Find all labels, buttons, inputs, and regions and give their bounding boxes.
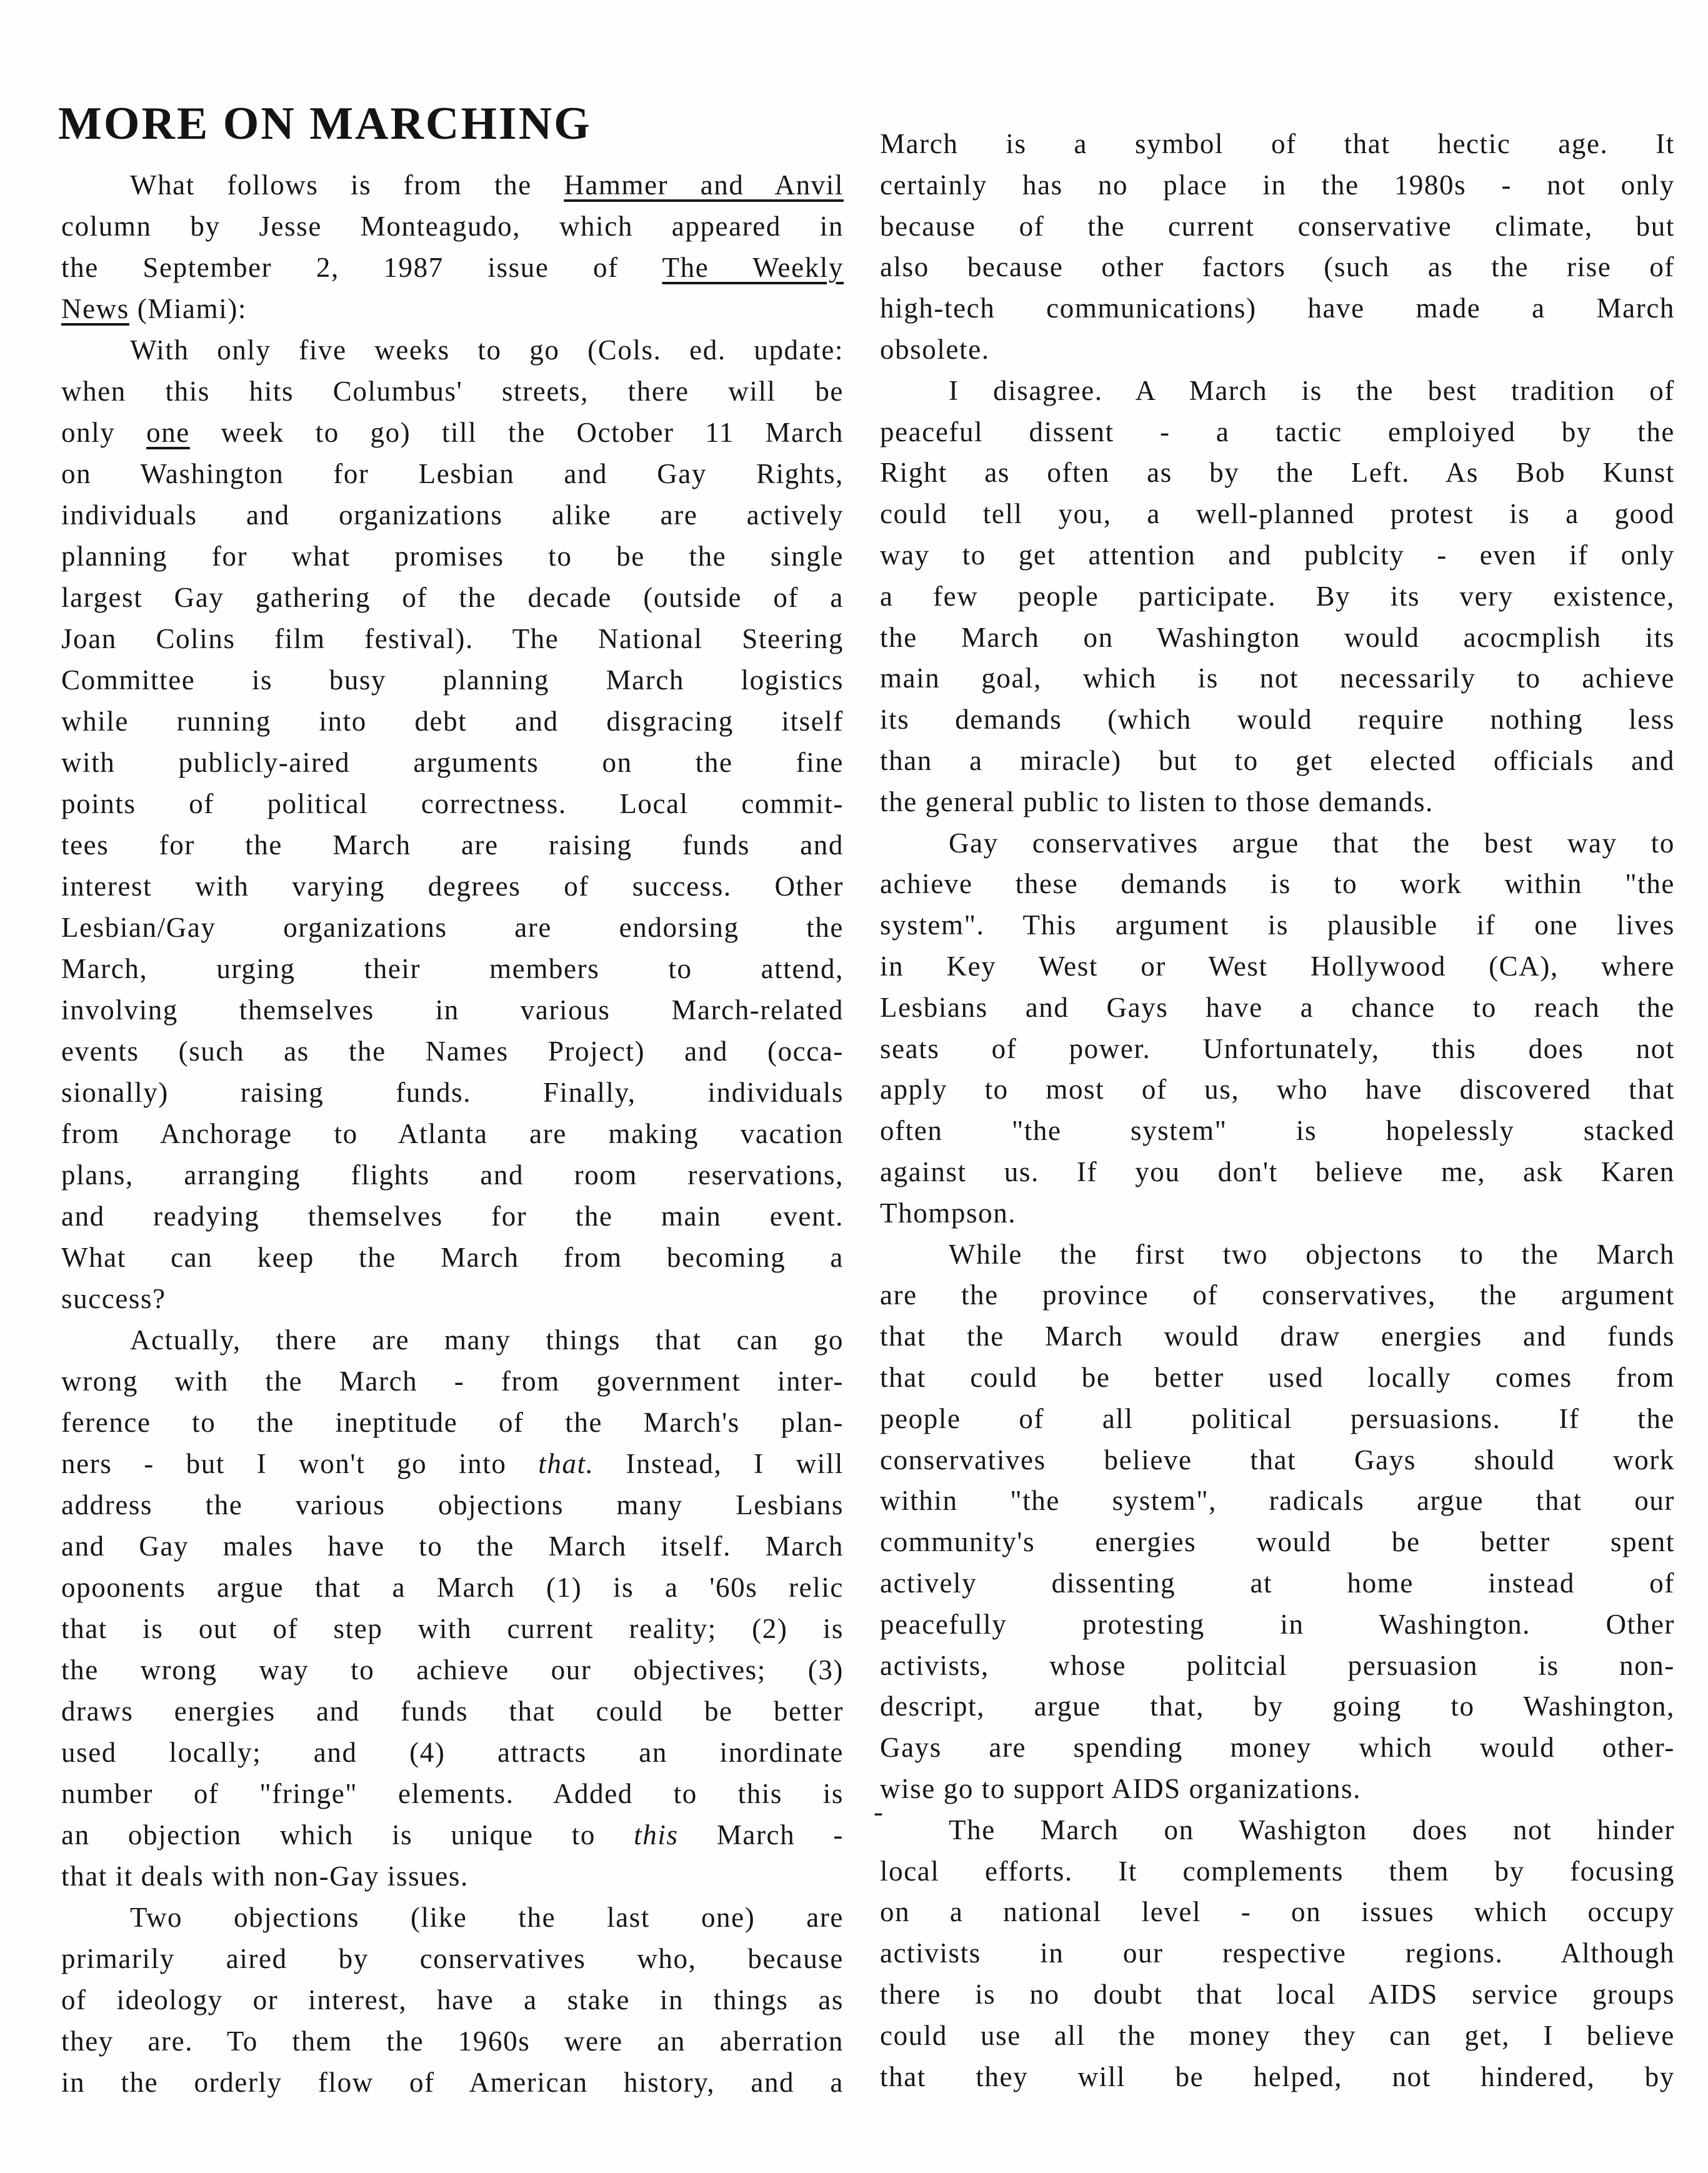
text-segment: high-tech communications) have made a March <box>880 292 1675 324</box>
text-line <box>61 247 844 288</box>
text-line <box>61 371 844 412</box>
text-line <box>61 577 844 618</box>
text-segment: largest Gay gathering of the decade (outside of a <box>61 582 844 613</box>
underlined-title: The Weekly <box>662 252 844 283</box>
text-segment: that they will be helped, not hindered, by <box>880 2061 1675 2092</box>
text-segment: wise go to support AIDS organizations. <box>880 1773 1361 1804</box>
text-line <box>61 2062 844 2103</box>
italic-emphasis: this <box>634 1819 679 1851</box>
text-line <box>61 1361 844 1402</box>
text-line <box>61 1526 844 1567</box>
text-line <box>880 1809 1675 1851</box>
text-segment: column by Jesse Monteagudo, which appeared in <box>61 211 844 242</box>
text-segment: Two objections (like the last one) are <box>130 1902 844 1933</box>
text-segment: the March on Washington would acocmplish its <box>880 621 1675 653</box>
margin-dash-mark: - <box>874 1796 883 1827</box>
text-segment: a few people participate. By its very existence, <box>880 580 1675 612</box>
text-segment: while running into debt and disgracing itself <box>61 706 844 737</box>
text-line <box>61 1897 844 1938</box>
text-segment: planning for what promises to be the single <box>61 541 844 572</box>
text-line <box>61 1154 844 1196</box>
text-line <box>880 1234 1675 1275</box>
text-line <box>61 1608 844 1649</box>
text-segment: used locally; and (4) attracts an inordinate <box>61 1737 844 1768</box>
text-line <box>880 493 1675 534</box>
text-segment: Lesbian/Gay organizations are endorsing the <box>61 912 844 943</box>
text-segment: the wrong way to achieve our objectives; (3) <box>61 1654 844 1686</box>
text-segment: that it deals with non-Gay issues. <box>61 1861 469 1892</box>
text-line <box>61 701 844 742</box>
text-segment: primarily aired by conservatives who, because <box>61 1943 844 1974</box>
text-line <box>880 164 1675 206</box>
text-line <box>880 411 1675 452</box>
text-segment: peacefully protesting in Washington. Other <box>880 1608 1675 1640</box>
text-line <box>61 1196 844 1237</box>
text-line <box>61 1402 844 1443</box>
text-line <box>880 370 1675 411</box>
text-segment: that could be better used locally comes from <box>880 1362 1675 1393</box>
text-line <box>880 904 1675 946</box>
text-line <box>880 1974 1675 2015</box>
text-segment: number of "fringe" elements. Added to this is <box>61 1778 844 1809</box>
text-line <box>880 781 1675 822</box>
text-line <box>880 1274 1675 1316</box>
text-line <box>880 2015 1675 2056</box>
text-line <box>61 453 844 494</box>
text-segment: The March on Washigton does not hinder <box>949 1814 1675 1846</box>
text-segment: actively dissenting at home instead of <box>880 1567 1675 1599</box>
text-line <box>61 1319 844 1361</box>
text-line <box>61 1938 844 1979</box>
text-line <box>880 1727 1675 1768</box>
text-segment: apply to most of us, who have discovered that <box>880 1074 1675 1106</box>
text-segment: Joan Colins film festival). The National Steering <box>61 623 844 654</box>
text-line <box>61 206 844 247</box>
text-line <box>880 1316 1675 1357</box>
text-line <box>880 1851 1675 1892</box>
text-line <box>61 1814 844 1856</box>
text-line <box>61 1443 844 1484</box>
text-line <box>880 617 1675 658</box>
text-line <box>880 1398 1675 1439</box>
text-line <box>880 946 1675 987</box>
text-segment: system". This argument is plausible if one lives <box>880 909 1675 941</box>
text-line <box>61 948 844 989</box>
text-segment: tees for the March are raising funds and <box>61 829 844 861</box>
italic-emphasis: that. <box>538 1448 594 1479</box>
text-segment: against us. If you don't believe me, ask Karen <box>880 1156 1675 1187</box>
text-segment: on Washington for Lesbian and Gay Rights, <box>61 458 844 489</box>
text-segment: March - <box>678 1819 844 1851</box>
text-segment: could tell you, a well-planned protest is a good <box>880 498 1675 530</box>
text-line <box>880 452 1675 493</box>
text-line <box>61 1237 844 1278</box>
text-line <box>880 206 1675 247</box>
text-segment: Right as often as by the Left. As Bob Kunst <box>880 457 1675 489</box>
text-segment: of ideology or interest, have a stake in things as <box>61 1984 844 2016</box>
text-line <box>61 866 844 907</box>
text-line <box>880 1028 1675 1069</box>
text-segment: What follows is from the <box>130 169 564 201</box>
text-segment: main goal, which is not necessarily to achieve <box>880 662 1675 694</box>
text-segment: community's energies would be better spent <box>880 1526 1675 1558</box>
text-segment: interest with varying degrees of success. Other <box>61 871 844 902</box>
text-segment: peaceful dissent - a tactic emploiyed by the <box>880 416 1675 447</box>
text-line <box>61 1113 844 1154</box>
text-segment: activists, whose politcial persuasion is non- <box>880 1649 1675 1681</box>
text-line <box>61 824 844 866</box>
text-segment: success? <box>61 1283 166 1314</box>
text-segment: and readying themselves for the main event. <box>61 1201 844 1232</box>
text-line <box>61 329 844 371</box>
text-segment: that the March would draw energies and funds <box>880 1321 1675 1352</box>
text-segment: Lesbians and Gays have a chance to reach the <box>880 991 1675 1023</box>
text-line <box>61 288 844 329</box>
text-segment: Thompson. <box>880 1197 1017 1229</box>
text-segment: and Gay males have to the March itself. March <box>61 1531 844 1562</box>
text-line <box>61 989 844 1031</box>
text-segment: often "the system" is hopelessly stacked <box>880 1115 1675 1147</box>
text-segment: ference to the ineptitude of the March's plan- <box>61 1407 844 1438</box>
text-line <box>61 783 844 824</box>
text-segment: are the province of conservatives, the argument <box>880 1279 1675 1311</box>
text-segment: activists in our respective regions. Although <box>880 1937 1675 1969</box>
text-line <box>61 1856 844 1897</box>
text-line <box>880 1357 1675 1398</box>
text-line <box>61 1732 844 1773</box>
text-line <box>61 742 844 783</box>
text-line <box>880 2056 1675 2097</box>
text-line <box>61 618 844 659</box>
text-segment: with publicly-aired arguments on the fine <box>61 747 844 778</box>
text-line <box>61 907 844 948</box>
text-line <box>61 412 844 453</box>
text-segment: only <box>61 417 147 448</box>
text-line <box>61 659 844 701</box>
text-segment: within "the system", radicals argue that our <box>880 1485 1675 1517</box>
text-segment: week to go) till the October 11 March <box>189 417 844 448</box>
text-segment: What can keep the March from becoming a <box>61 1242 844 1273</box>
text-segment: certainly has no place in the 1980s - not only <box>880 169 1675 201</box>
text-segment: its demands (which would require nothing less <box>880 704 1675 736</box>
text-segment: wrong with the March - from government inter- <box>61 1366 844 1397</box>
text-segment: the general public to listen to those demands. <box>880 786 1434 817</box>
text-line <box>880 1192 1675 1234</box>
text-line <box>880 1562 1675 1604</box>
text-line <box>880 246 1675 287</box>
text-line <box>880 657 1675 699</box>
text-line <box>880 287 1675 329</box>
text-line <box>880 1686 1675 1727</box>
text-segment: an objection which is unique to <box>61 1819 634 1851</box>
text-line <box>61 494 844 536</box>
text-segment: Gays are spending money which would other- <box>880 1732 1675 1764</box>
text-line <box>880 1604 1675 1645</box>
text-segment: there is no doubt that local AIDS service groups <box>880 1979 1675 2010</box>
text-line <box>880 822 1675 864</box>
text-segment: obsolete. <box>880 334 990 365</box>
text-segment: involving themselves in various March-related <box>61 994 844 1026</box>
text-segment: local efforts. It complements them by focusing <box>880 1855 1675 1887</box>
text-segment: Instead, I will <box>594 1448 844 1479</box>
text-segment: seats of power. Unfortunately, this does not <box>880 1032 1675 1064</box>
text-line <box>880 1439 1675 1481</box>
text-line <box>61 2021 844 2062</box>
text-segment: Gay conservatives argue that the best way to <box>949 827 1675 859</box>
text-line <box>880 1768 1675 1809</box>
text-line <box>880 1521 1675 1562</box>
text-line <box>880 576 1675 617</box>
text-segment: sionally) raising funds. Finally, individuals <box>61 1077 844 1108</box>
text-line <box>61 1484 844 1526</box>
text-segment: March is a symbol of that hectic age. It <box>880 128 1675 159</box>
text-line <box>61 1278 844 1319</box>
text-segment: that is out of step with current reality; (2) is <box>61 1613 844 1644</box>
text-line <box>61 1649 844 1691</box>
text-segment: events (such as the Names Project) and (occa- <box>61 1036 844 1067</box>
text-segment: ners - but I won't go into <box>61 1448 539 1479</box>
text-segment: when this hits Columbus' streets, there will be <box>61 376 844 407</box>
text-segment: the September 2, 1987 issue of <box>61 252 662 283</box>
text-segment: conservatives believe that Gays should work <box>880 1444 1675 1476</box>
text-segment: With only five weeks to go (Cols. ed. update: <box>130 334 844 366</box>
text-line <box>61 1979 844 2021</box>
text-line <box>880 1645 1675 1686</box>
text-line <box>880 987 1675 1028</box>
text-line <box>61 1567 844 1608</box>
article-title: MORE ON MARCHING <box>58 98 592 149</box>
text-segment: could use all the money they can get, I believe <box>880 2019 1675 2051</box>
text-segment: While the first two objectons to the March <box>949 1238 1675 1270</box>
text-line <box>61 1072 844 1113</box>
text-line <box>61 164 844 206</box>
text-segment: (Miami): <box>129 293 247 324</box>
text-line <box>880 1932 1675 1974</box>
text-segment: on a national level - on issues which occupy <box>880 1896 1675 1928</box>
text-segment: people of all political persuasions. If the <box>880 1402 1675 1434</box>
text-line <box>61 1031 844 1072</box>
underlined-title: News <box>61 293 129 324</box>
text-segment: points of political correctness. Local commit- <box>61 788 844 819</box>
text-line <box>880 1110 1675 1151</box>
text-line <box>880 1069 1675 1110</box>
text-segment: they are. To them the 1960s were an aberration <box>61 2026 844 2057</box>
text-line <box>880 329 1675 370</box>
text-line <box>61 1691 844 1732</box>
text-line <box>880 863 1675 904</box>
text-segment: also because other factors (such as the rise of <box>880 251 1675 283</box>
text-line <box>880 740 1675 781</box>
text-segment: Actually, there are many things that can go <box>130 1324 844 1356</box>
text-segment: achieve these demands is to work within "the <box>880 868 1675 900</box>
text-line <box>61 1773 844 1814</box>
text-segment: draws energies and funds that could be better <box>61 1696 844 1727</box>
text-line <box>880 1480 1675 1521</box>
text-line <box>880 1151 1675 1192</box>
text-segment: than a miracle) but to get elected officials and <box>880 745 1675 776</box>
underlined-title: one <box>146 417 190 448</box>
text-segment: way to get attention and publcity - even if only <box>880 539 1675 571</box>
text-segment: in the orderly flow of American history, and a <box>61 2067 844 2098</box>
text-segment: March, urging their members to attend, <box>61 953 844 984</box>
text-segment: I disagree. A March is the best tradition of <box>949 374 1675 406</box>
text-segment: opoonents argue that a March (1) is a '60s relic <box>61 1572 844 1603</box>
text-segment: plans, arranging flights and room reservations, <box>61 1159 844 1191</box>
text-line <box>880 699 1675 740</box>
text-line <box>880 534 1675 576</box>
text-segment: descript, argue that, by going to Washington, <box>880 1691 1675 1722</box>
text-segment: individuals and organizations alike are actively <box>61 499 844 531</box>
text-segment: from Anchorage to Atlanta are making vacation <box>61 1118 844 1149</box>
text-segment: Committee is busy planning March logistics <box>61 664 844 696</box>
underlined-title: Hammer and Anvil <box>564 169 844 201</box>
text-segment: address the various objections many Lesbians <box>61 1489 844 1521</box>
text-segment: in Key West or West Hollywood (CA), where <box>880 951 1675 982</box>
text-segment: because of the current conservative climate, but <box>880 210 1675 242</box>
text-line <box>880 123 1675 164</box>
text-line <box>880 1891 1675 1932</box>
text-line <box>61 536 844 577</box>
